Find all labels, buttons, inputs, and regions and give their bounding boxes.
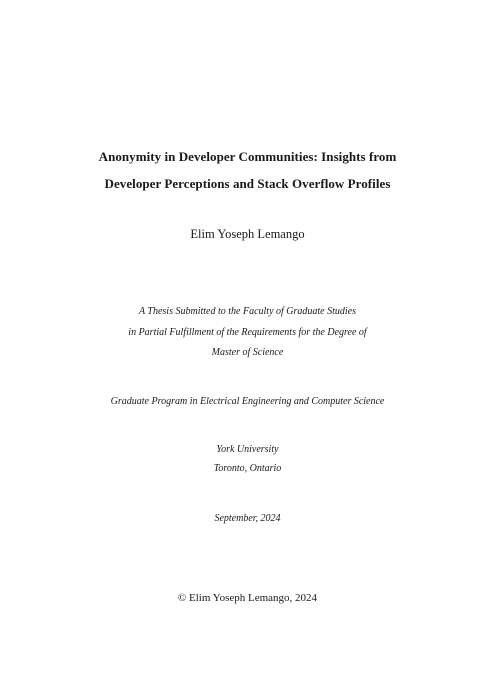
university-location: Toronto, Ontario (213, 463, 282, 474)
thesis-title-line-1: Anonymity in Developer Communities: Insights from (98, 149, 397, 164)
author-name: Elim Yoseph Lemango (190, 227, 305, 241)
university-name: York University (216, 444, 279, 455)
submission-statement-line-2: in Partial Fulfillment of the Requirements for the Degree of (128, 327, 367, 338)
thesis-title-line-2: Developer Perceptions and Stack Overflow Profiles (104, 176, 391, 191)
submission-statement-line-1: A Thesis Submitted to the Faculty of Graduate Studies (138, 306, 357, 317)
copyright-notice: © Elim Yoseph Lemango, 2024 (177, 592, 318, 604)
degree-name: Master of Science (211, 347, 284, 358)
submission-date: September, 2024 (214, 513, 281, 524)
graduate-program: Graduate Program in Electrical Engineering and Computer Science (110, 396, 385, 407)
